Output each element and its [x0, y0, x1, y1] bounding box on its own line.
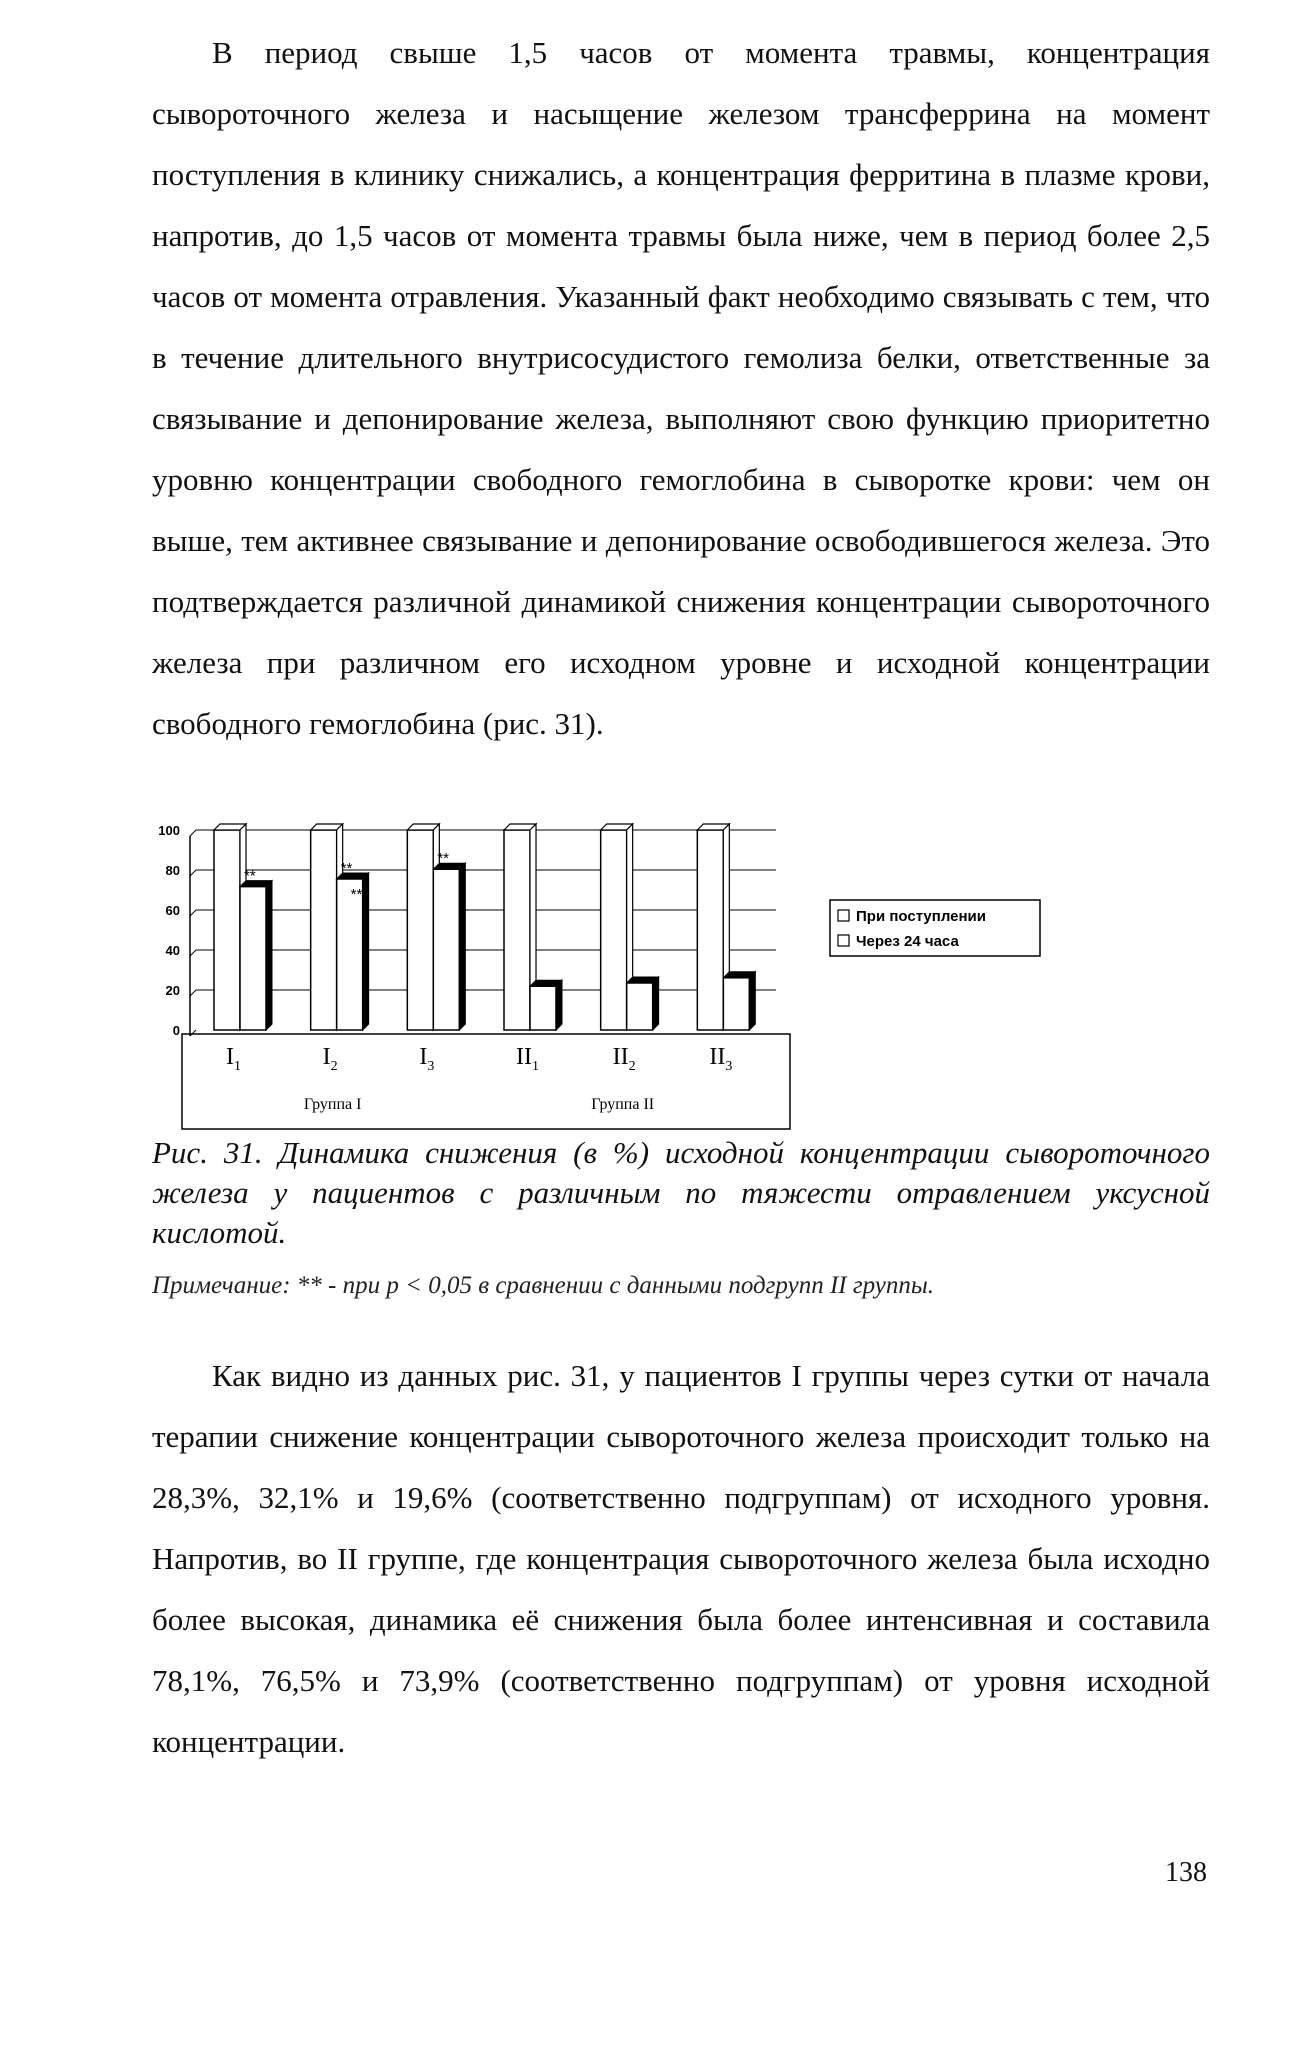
y-tick-label: 40 — [165, 943, 180, 958]
significance-marker: ** — [350, 886, 363, 903]
group-label: Группа II — [591, 1096, 655, 1113]
bar-24h-side — [266, 881, 272, 1030]
bar-24h-side — [749, 972, 755, 1030]
bar-24h — [240, 887, 266, 1030]
bar-admission — [311, 830, 337, 1030]
legend-swatch — [838, 935, 849, 946]
y-tick-label: 0 — [172, 1023, 180, 1038]
significance-marker: ** — [437, 850, 450, 868]
category-label: $I_2$ — [322, 1044, 338, 1074]
bar-chart-figure-31 — [150, 790, 1050, 1130]
legend-swatch — [838, 910, 849, 921]
paragraph-analysis-text: Как видно из данных рис. 31, у пациентов I группы через сутки от начала терапии снижение концентрации сывороточного железа происходит только на 28,3%, 32,1% и 19,6% (соответственно подгруппам) от исходного уровня. Напротив, во II группе, где концентрация сывороточного железа была исходно более высокая, динамика её снижения была более интенсивная и составила 78,1%, 76,5% и 73,9% (соответственно подгруппам) от уровня исходной концентрации. — [152, 1358, 1210, 1759]
bar-24h — [433, 869, 459, 1030]
y-tick-mark — [190, 950, 196, 956]
bar-24h — [723, 978, 749, 1030]
figure-caption: Рис. 31. Динамика снижения (в %) исходной концентрации сывороточного железа у пациентов с различным по тяжести отравлением уксусной кислотой. — [152, 1135, 1210, 1250]
bar-admission — [214, 830, 240, 1030]
legend-label: При поступлении — [856, 908, 986, 925]
category-label: $II_1$ — [516, 1044, 539, 1074]
bar-admission — [504, 830, 530, 1030]
y-tick-mark — [190, 870, 196, 876]
legend-label: Через 24 часа — [856, 933, 959, 950]
bar-24h-side — [363, 873, 369, 1030]
bar-24h — [627, 983, 653, 1030]
bar-24h-side — [556, 980, 562, 1030]
significance-marker: ** — [244, 867, 256, 885]
figure-note: Примечание: ** - при p < 0,05 в сравнении с данными подгрупп II группы. — [152, 1272, 935, 1299]
category-label: $II_3$ — [709, 1044, 733, 1074]
paragraph-intro-text: В период свыше 1,5 часов от момента травмы, концентрация сывороточного железа и насыщение железом трансферрина на момент поступления в клинику снижались, а концентрация ферритина в плазме крови, напротив, до 1,5 часов от момента травмы была ниже, чем в период более 2,5 часов от момента отравления. Указанный факт необходимо связывать с тем, что в течение длительного внутрисосудистого гемолиза белки, ответственные за связывание и депонирование железа, выполняют свою функцию приоритетно уровню концентрации свободного гемоглобина в сыворотке крови: чем он выше, тем активнее связывание и депонирование освободившегося железа. Это подтверждается различной динамикой снижения концентрации сывороточного железа при различном его исходном уровне и исходной концентрации свободного гемоглобина (рис. 31). — [152, 35, 1210, 741]
category-axis-box — [182, 1034, 790, 1129]
category-label: $II_2$ — [612, 1044, 636, 1074]
bar-admission — [407, 830, 433, 1030]
y-tick-label: 60 — [165, 903, 180, 918]
paragraph-analysis — [152, 1345, 1210, 1772]
y-tick-label: 20 — [165, 983, 180, 998]
bar-admission — [601, 830, 627, 1030]
y-tick-label: 100 — [158, 823, 180, 838]
y-tick-mark — [190, 910, 196, 916]
y-tick-mark — [190, 1030, 196, 1036]
y-tick-mark — [190, 990, 196, 996]
bar-24h — [530, 986, 556, 1030]
bar-24h-side — [459, 863, 465, 1030]
significance-marker: ** — [340, 860, 353, 877]
y-tick-mark — [190, 830, 196, 836]
category-label: $I_1$ — [226, 1044, 241, 1074]
bar-24h-side — [653, 977, 659, 1030]
page-number: 138 — [1165, 1857, 1207, 1888]
y-tick-label: 80 — [165, 863, 180, 878]
paragraph-intro — [152, 22, 1210, 754]
category-label: $I_3$ — [419, 1044, 435, 1074]
group-label: Группа I — [303, 1096, 362, 1113]
bar-admission — [697, 830, 723, 1030]
